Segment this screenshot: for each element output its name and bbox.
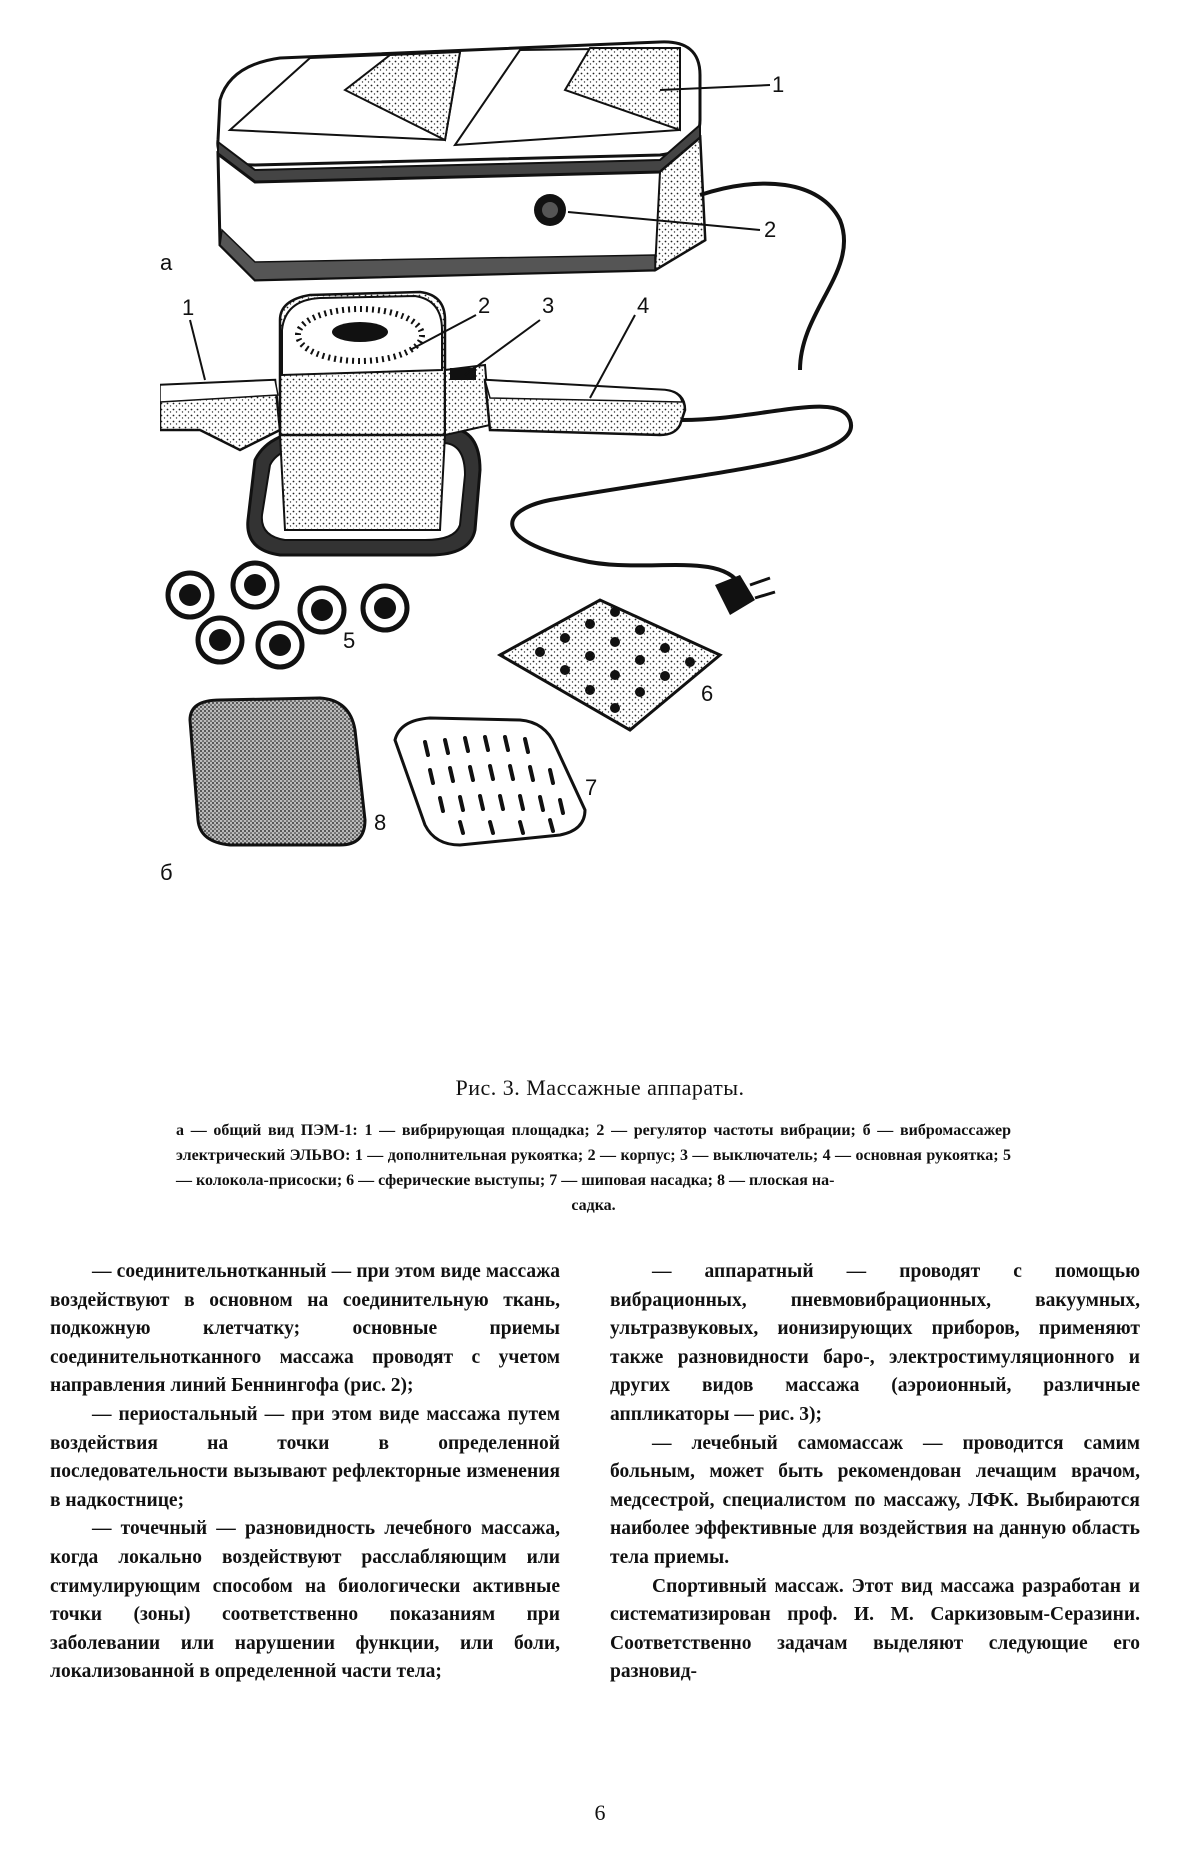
paragraph-periosteal: — периостальный — при этом виде массажа путем воздействия на точки в определенной последовательности вызывают рефлекторные изменения в надкостнице; [50, 1403, 560, 1511]
suction-cups [168, 563, 407, 667]
right-column [610, 1258, 1140, 1687]
b-callout-3: 3 [542, 293, 555, 318]
paragraph-connective-tissue: — соединительнотканный — при этом виде массажа воздействуют в основном на соединительную ткань, подкожную клетчатку; основные приемы соединительнотканного массажа проводят с учетом направления линий Беннингофа (рис. 2); [50, 1261, 560, 1397]
paragraph-sport-massage [610, 1573, 1140, 1687]
page-number: 6 [594, 1800, 606, 1825]
b-callout-5: 5 [343, 628, 356, 653]
b-callout-7: 7 [585, 775, 598, 800]
figure-caption-tail: садка. [571, 1197, 616, 1214]
a-callout-1: 1 [772, 72, 785, 97]
b-callout-1: 1 [182, 295, 195, 320]
paragraph-apparatus: — аппаратный — проводят с помощью вибрационных, пневмовибрационных, вакуумных, ультразвуковых, ионизирующих приборов, применяют также разновидности баро-, электростимуляционного и других видов массажа (аэроионный, различные аппликаторы — рис. 3); [610, 1261, 1140, 1425]
panel-a-label: а [160, 250, 173, 275]
left-column [50, 1258, 560, 1687]
figure-caption-title: Рис. 3. Массажные аппараты. [455, 1075, 745, 1100]
figure-caption-body [176, 1118, 1011, 1218]
spherical-nozzle [500, 600, 720, 730]
flat-nozzle [190, 698, 365, 845]
figure-massage-devices [160, 30, 1120, 1050]
sport-massage-heading: Спортивный массаж. [652, 1575, 844, 1597]
b-callout-6: 6 [701, 681, 714, 706]
paragraph-acupressure: — точечный — разновидность лечебного массажа, когда локально воздействуют расслабляющим или стимулирующим способом на биологически активные точки (зоны) соответственно показаниям при заболевании или нарушении функции, или боли, локализованной в определенной части тела; [50, 1518, 560, 1683]
b-callout-4: 4 [637, 293, 650, 318]
b-callout-2: 2 [478, 293, 491, 318]
figure-illustration [160, 30, 1120, 1050]
figure-caption-text: а — общий вид ПЭМ-1: 1 — вибрирующая площадка; 2 — регулятор частоты вибрации; б — вибромассажер электрический ЭЛЬВО: 1 — дополнительная рукоятка; 2 — корпус; 3 — выключатель; 4 — основная рукоятка; 5 — колокола-присоски; 6 — сферические выступы; 7 — шиповая насадка; 8 — плоская на- [176, 1122, 1011, 1189]
sport-massage-text: Этот вид массажа разработан и систематизирован проф. И. М. Саркизовым-Серазини. Соответственно задачам выделяют следующие его разновид- [610, 1575, 1140, 1683]
panel-b-label: б [160, 860, 173, 885]
a-callout-2: 2 [764, 217, 777, 242]
b-callout-8: 8 [374, 810, 387, 835]
spike-nozzle [395, 718, 585, 845]
paragraph-self-massage: — лечебный самомассаж — проводится самим больным, может быть рекомендован лечащим врачом, медсестрой, специалистом по массажу, ЛФК. Выбираются наиболее эффективные для воздействия на данную область тела приемы. [610, 1432, 1140, 1568]
